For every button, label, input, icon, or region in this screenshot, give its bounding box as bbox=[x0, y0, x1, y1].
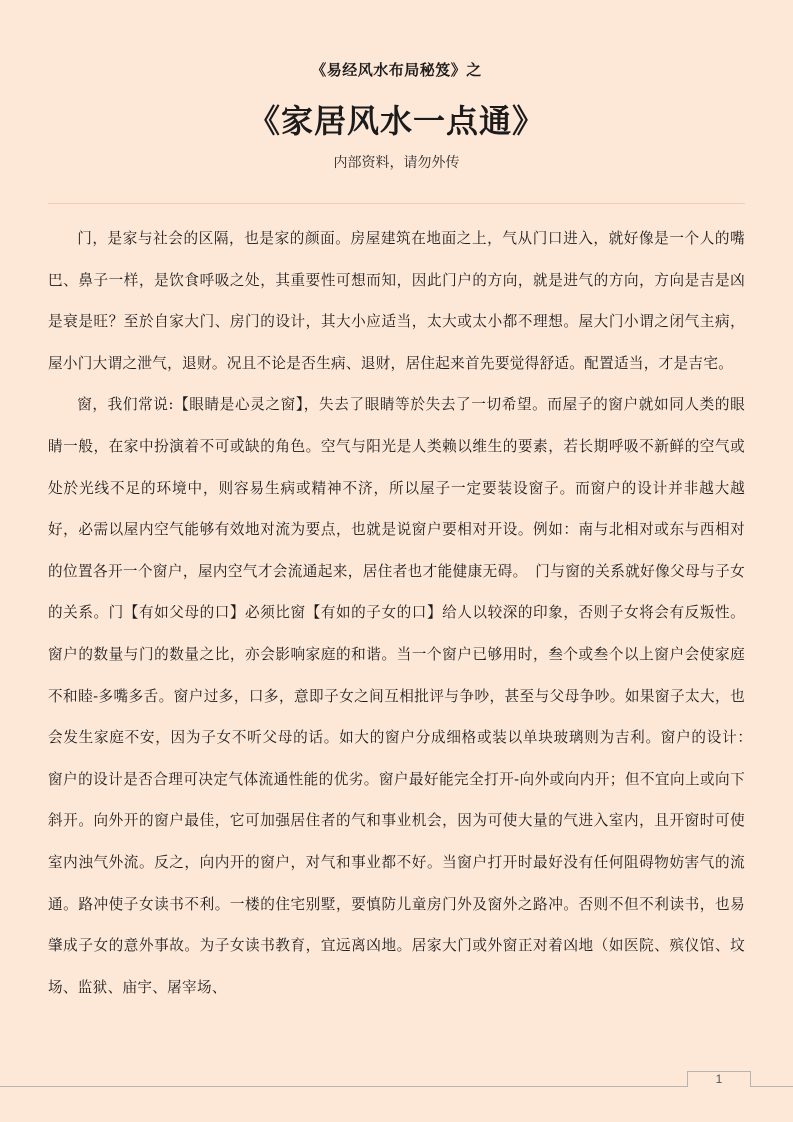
paragraph-door: 门，是家与社会的区隔，也是家的颜面。房屋建筑在地面之上，气从门口进入，就好像是一个人的嘴巴、鼻子一样，是饮食呼吸之处，其重要性可想而知，因此门户的方向，就是进气的方向，方向是吉是凶是衰是旺？至於自家大门、房门的设计，其大小应适当，太大或太小都不理想。屋大门小谓之闭气主病，屋小门大谓之泄气，退财。况且不论是否生病、退财，居住起来首先要觉得舒适。配置适当，才是吉宅。 bbox=[48, 230, 745, 372]
subtitle: 内部资料，请勿外传 bbox=[333, 155, 460, 171]
body-text bbox=[48, 218, 760, 1008]
footer-divider bbox=[0, 1086, 687, 1087]
series-title: 《易经风水布局秘笈》之 bbox=[311, 61, 482, 79]
footer-divider-tail bbox=[750, 1086, 793, 1087]
page-number: 1 bbox=[687, 1071, 751, 1087]
paragraph-window: 窗，我们常说:【眼睛是心灵之窗】，失去了眼睛等於失去了一切希望。而屋子的窗户就如同人类的眼睛一般，在家中扮演着不可或缺的角色。空气与阳光是人类赖以维生的要素，若长期呼吸不新鲜的空气或处於光线不足的环境中，则容易生病或精神不济，所以屋子一定要装设窗子。而窗户的设计并非越大越好，必需以屋内空气能够有效地对流为要点，也就是说窗户要相对开设。例如：南与北相对或东与西相对的位置各开一个窗户，屋内空气才会流通起来，居住者也才能健康无碍。 门与窗的关系就好像父母与子女的关系。门【有如父母的口】必须比窗【有如的子女的口】给人以较深的印象，否则子女将会有反叛性。窗户的数量与门的数量之比，亦会影响家庭的和谐。当一个窗户已够用时，叁个或叁个以上窗户会使家庭不和睦-多嘴多舌。窗户过多，口多，意即子女之间互相批评与争吵，甚至与父母争吵。如果窗子太大，也会发生家庭不安，因为子女不听父母的话。如大的窗户分成细格或装以单块玻璃则为吉利。窗户的设计： 窗户的设计是否合理可决定气体流通性能的优劣。窗户最好能完全打开-向外或向内开；但不宜向上或向下斜开。向外开的窗户最佳，它可加强居住者的气和事业机会，因为可使大量的气进入室内，且开窗时可使室内浊气外流。反之，向内开的窗户，对气和事业都不好。当窗户打开时最好没有任何阻碍物妨害气的流通。路冲使子女读书不利。一楼的住宅别墅，要慎防儿童房门外及窗外之路冲。否则不但不利读书，也易肇成子女的意外事故。为子女读书教育，宜远离凶地。居家大门或外窗正对着凶地（如医院、殡仪馆、坟场、监狱、庙宇、屠宰场、 bbox=[48, 396, 760, 996]
main-title: 《家居风水一点通》 bbox=[247, 102, 545, 140]
header-divider bbox=[48, 203, 745, 204]
